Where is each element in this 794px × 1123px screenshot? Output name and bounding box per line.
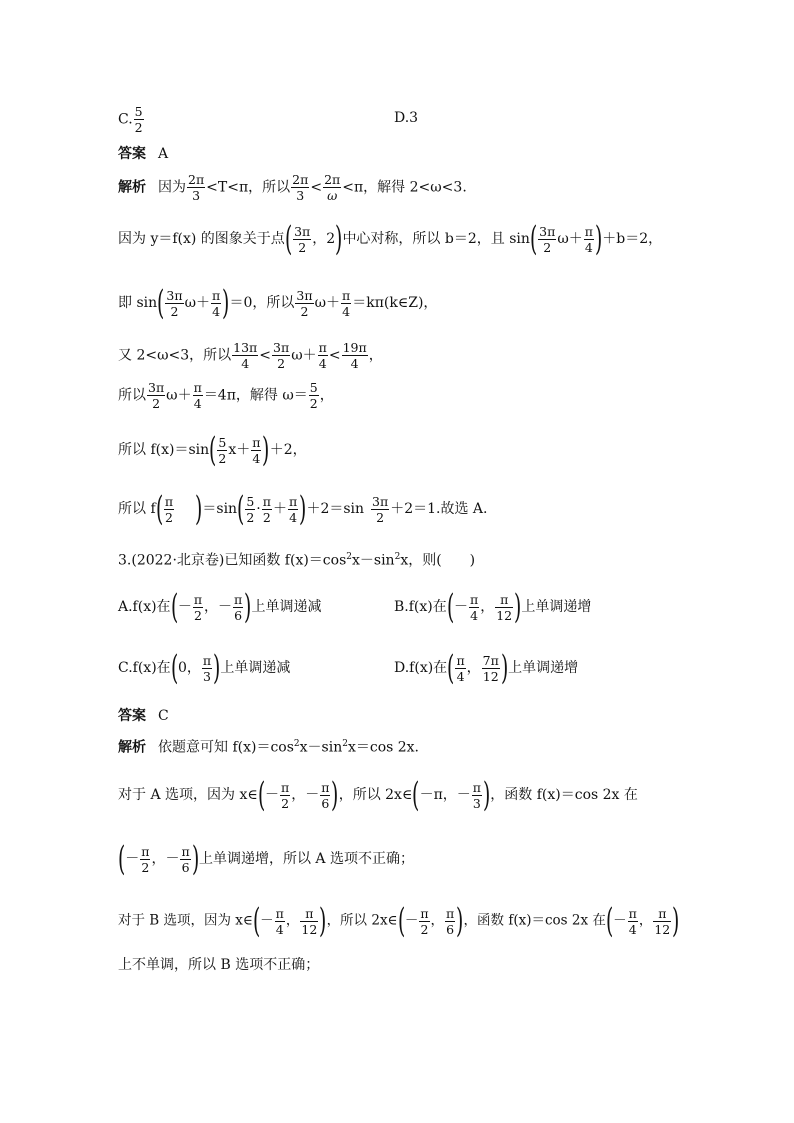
fraction: $\frac{\pi}{4}$	[342, 287, 351, 319]
fraction: $\frac{\pi}{2}$	[141, 843, 150, 875]
fraction: $\frac{\pi}{2}$	[262, 493, 271, 525]
fraction: $\frac{\pi}{4}$	[584, 223, 593, 255]
fraction: $\frac{3\pi}{2}$	[273, 340, 290, 371]
fraction: $\frac{5}{2}$	[218, 434, 227, 466]
fraction: $\frac{\pi}{4}$	[456, 652, 465, 684]
fraction: $\frac{\pi}{4}$	[252, 434, 261, 466]
fraction: $\frac{\pi}{2}$	[420, 905, 429, 937]
fraction: $\frac{\pi}{12}$	[301, 905, 318, 937]
answer-value: C	[158, 708, 169, 724]
analysis-line-2: 因为 y＝f(x) 的图象关于点( $\frac{3\pi}{2}$ ，2)中心对称，所以 b＝2，且 sin( $\frac{3\pi}{2}$ ω＋ $\frac{\pi}{4}$ )＋b＝2，	[118, 219, 663, 259]
analysis-line-1: 解析 因为 $\frac{2\pi}{3}$ <T<π，所以 $\frac{2\pi}{3}$ < $\frac{2\pi}{\omega}$ <π，解得 2<ω<3.	[118, 172, 467, 203]
analysis-label: 解析	[118, 179, 146, 196]
question-3: 3.(2022·北京卷)已知函数 $f(x)=\cos^2x-\sin^2x$，则( )	[118, 552, 476, 569]
fraction: $\frac{\pi}{6}$	[181, 843, 190, 875]
analysis-line-7: 所以 f( $\frac{\pi}{2}$ )＝sin( $\frac{5}{2}$ · $\frac{\pi}{2}$ ＋ $\frac{\pi}{4}$ )＋2＝sin $\frac{3\pi}{2}$ ＋2＝1.故选 A.	[118, 489, 488, 529]
analysis-label: 解析	[118, 739, 146, 756]
fraction: $\frac{\pi}{4}$	[318, 340, 327, 371]
option-b: B.f(x)在(－ $\frac{\pi}{4}$ ， $\frac{\pi}{12}$ )上单调递增	[394, 587, 592, 627]
analysis-line-4: 又 2<ω<3，所以 $\frac{13\pi}{4}$ < $\frac{3\pi}{2}$ ω＋ $\frac{\pi}{4}$ < $\frac{19\pi}{4}$ ，	[118, 340, 383, 371]
fraction: $\frac{\pi}{4}$	[275, 905, 284, 937]
fraction: $\frac{\pi}{2}$	[193, 591, 203, 623]
fraction: $\frac{3\pi}{2}$	[148, 380, 165, 411]
fraction: $\frac{\pi}{12}$	[654, 905, 671, 937]
fraction: $\frac{\pi}{2}$	[281, 779, 290, 811]
fraction: $\frac{\pi}{6}$	[234, 591, 243, 623]
fraction: $\frac{3\pi}{2}$	[372, 493, 389, 525]
analysis-line-11: 对于 B 选项，因为 x∈(－ $\frac{\pi}{4}$ ， $\frac{\pi}{12}$ )，所以 2x∈(－ $\frac{\pi}{2}$ ， $\frac{\pi}{6}$ )，函数 f(x)＝cos 2x 在(－ $\frac{\pi}{4}$ ， $\frac{\pi}{12}$ )	[118, 901, 680, 941]
fraction: $\frac{2\pi}{\omega}$	[324, 172, 341, 203]
fraction: $\frac{3\pi}{2}$	[539, 223, 556, 255]
option-d	[394, 111, 418, 125]
analysis-line-3: 即 sin( $\frac{3\pi}{2}$ ω＋ $\frac{\pi}{4}$ )＝0，所以 $\frac{3\pi}{2}$ ω＋ $\frac{\pi}{4}$ ＝kπ(k∈Z)，	[118, 283, 438, 323]
analysis-line-12: 上不单调，所以 B 选项不正确；	[118, 957, 320, 973]
fraction: $\frac{\pi}{6}$	[446, 905, 455, 937]
fraction: $\frac{\pi}{4}$	[470, 591, 479, 623]
fraction: $\frac{\pi}{4}$	[212, 287, 221, 319]
analysis-line-8: 解析 依题意可知 $f(x)=\cos^2x-\sin^2x=\cos$ 2x.	[118, 739, 420, 756]
option-c	[118, 104, 145, 135]
fraction: $\frac{\pi}{4}$	[628, 905, 637, 937]
analysis-line-9: 对于 A 选项，因为 x∈(－ $\frac{\pi}{2}$ ，－ $\frac{\pi}{6}$ )，所以 2x∈(－π，－ $\frac{\pi}{3}$ )，函数 f(x)＝cos 2x 在	[118, 775, 638, 815]
fraction: $\frac{\pi}{3}$	[202, 652, 212, 684]
fraction: $\frac{5}{2}$	[134, 104, 143, 135]
answer-value: A	[158, 146, 169, 162]
fraction: $\frac{\pi}{4}$	[288, 493, 298, 525]
fraction: $\frac{\pi}{4}$	[193, 380, 202, 411]
option-d-2: D.f(x)在( $\frac{\pi}{4}$ ， $\frac{7\pi}{12}$ )上单调递增	[394, 648, 579, 688]
option-c-label: C.	[118, 111, 133, 128]
fraction: $\frac{3\pi}{2}$	[296, 287, 313, 319]
analysis-line-5: 所以 $\frac{3\pi}{2}$ ω＋ $\frac{\pi}{4}$ ＝4π，解得 ω＝ $\frac{5}{2}$ ，	[118, 380, 334, 411]
fraction: $\frac{2\pi}{3}$	[292, 172, 309, 203]
fraction: $\frac{2\pi}{3}$	[188, 172, 205, 203]
fraction: $\frac{5}{2}$	[246, 493, 255, 525]
option-c-2: C.f(x)在(0， $\frac{\pi}{3}$ )上单调递减	[118, 648, 291, 688]
fraction: $\frac{\pi}{3}$	[472, 779, 482, 811]
analysis-line-10: (－ $\frac{\pi}{2}$ ，－ $\frac{\pi}{6}$ )上单调递增，所以 A 选项不正确；	[117, 839, 414, 879]
fraction: $\frac{\pi}{6}$	[321, 779, 330, 811]
analysis-line-6: 所以 f(x)＝sin( $\frac{5}{2}$ x＋ $\frac{\pi}{4}$ )＋2，	[118, 430, 307, 470]
fraction: $\frac{3\pi}{2}$	[294, 223, 311, 255]
fraction: $\frac{13\pi}{4}$	[233, 340, 258, 371]
answer-label: 答案	[118, 708, 146, 724]
answer-line-1	[118, 147, 168, 161]
answer-line-2	[118, 709, 169, 723]
option-a: A.f(x)在(－ $\frac{\pi}{2}$ ，－ $\frac{\pi}{6}$ )上单调递减	[118, 587, 322, 627]
option-d-label: D.3	[394, 110, 419, 126]
fraction: $\frac{\pi}{12}$	[496, 591, 513, 623]
fraction: $\frac{5}{2}$	[309, 380, 318, 411]
fraction: $\frac{7\pi}{12}$	[482, 652, 499, 684]
fraction: $\frac{19\pi}{4}$	[342, 340, 367, 371]
answer-label: 答案	[118, 146, 146, 162]
fraction: $\frac{3\pi}{2}$	[166, 287, 183, 319]
fraction: $\frac{\pi}{2}$	[164, 493, 174, 525]
